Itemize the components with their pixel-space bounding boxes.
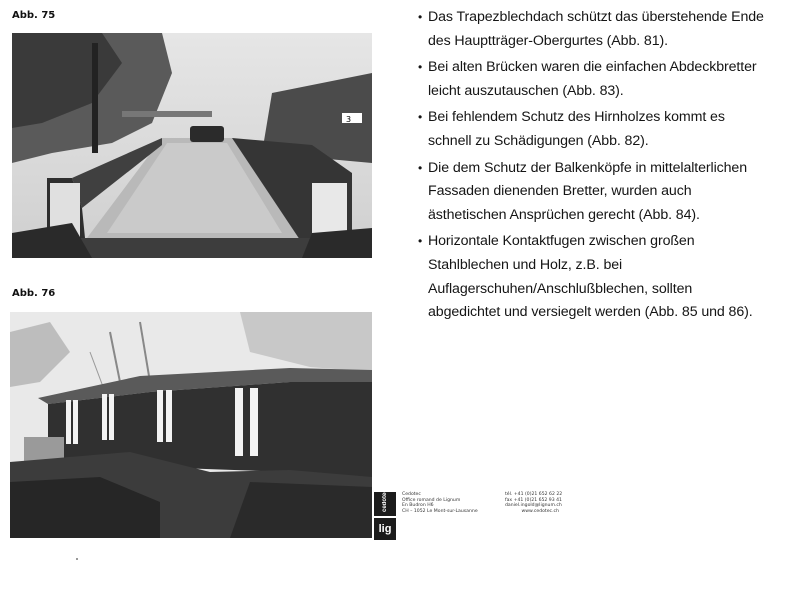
address-line: Office romand de Lignum xyxy=(402,497,461,503)
contact-website[interactable]: www.cedotec.ch xyxy=(521,508,559,514)
contact-phone: tél. +41 (0)21 652 62 22 xyxy=(505,492,563,497)
bullet-text: Bei alten Brücken waren die einfachen Abdeckbretter leicht auszutauschen (Abb. 83). xyxy=(428,59,757,99)
figure-caption-76: Abb. 76 xyxy=(12,288,56,299)
bridge-deck-photo xyxy=(12,33,372,258)
contact-email[interactable]: daniel.ingold@lignum.ch xyxy=(505,503,562,509)
bullet-item xyxy=(418,56,768,103)
bullet-text: Das Trapezblechdach schützt das überstehende Ende des Hauptträger-Obergurtes (Abb. 81). xyxy=(428,9,764,49)
address-line: En Budron H6 xyxy=(402,503,434,509)
logo-bottom-text: lig xyxy=(378,523,392,535)
figure-caption-75: Abb. 75 xyxy=(12,10,56,21)
road-sign-number: 3 xyxy=(346,115,352,124)
bullet-symbol: • xyxy=(418,160,423,175)
bullet-item xyxy=(418,6,768,53)
logo-top-text: cedotec xyxy=(382,489,388,512)
bullet-symbol: • xyxy=(418,60,423,75)
covered-bridge-photo xyxy=(10,312,372,538)
bullet-text: Horizontale Kontaktfugen zwischen großen Stahlblechen und Holz, z.B. bei Auflagerschuhen/Anschlußblechen, sollten abgedichtet und versiegelt werden (Abb. 85 und 86). xyxy=(428,233,753,321)
footer-contact xyxy=(505,492,563,514)
bullet-symbol: • xyxy=(418,234,423,249)
address-line: CH – 1052 Le Mont-sur-Lausanne xyxy=(402,508,478,514)
bullet-item xyxy=(418,230,768,324)
bullet-symbol: • xyxy=(418,110,423,125)
footer-address xyxy=(402,492,478,514)
address-line: Cedotec xyxy=(402,492,421,497)
bullet-symbol: • xyxy=(418,10,423,24)
bullet-list xyxy=(418,6,768,328)
bullet-item xyxy=(418,157,768,228)
bullet-item xyxy=(418,106,768,153)
cedotec-logo xyxy=(374,489,396,540)
logo-divider xyxy=(374,516,396,518)
bullet-text: Die dem Schutz der Balkenköpfe in mittelalterlichen Fassaden dienenden Bretter, wurden auch ästhetischen Ansprüchen gerecht (Abb. 84). xyxy=(428,159,748,223)
contact-fax: fax +41 (0)21 652 93 41 xyxy=(505,497,562,503)
bullet-text: Bei fehlendem Schutz des Hirnholzes kommt es schnell zu Schädigungen (Abb. 82). xyxy=(428,109,725,149)
scan-speck xyxy=(76,558,78,560)
